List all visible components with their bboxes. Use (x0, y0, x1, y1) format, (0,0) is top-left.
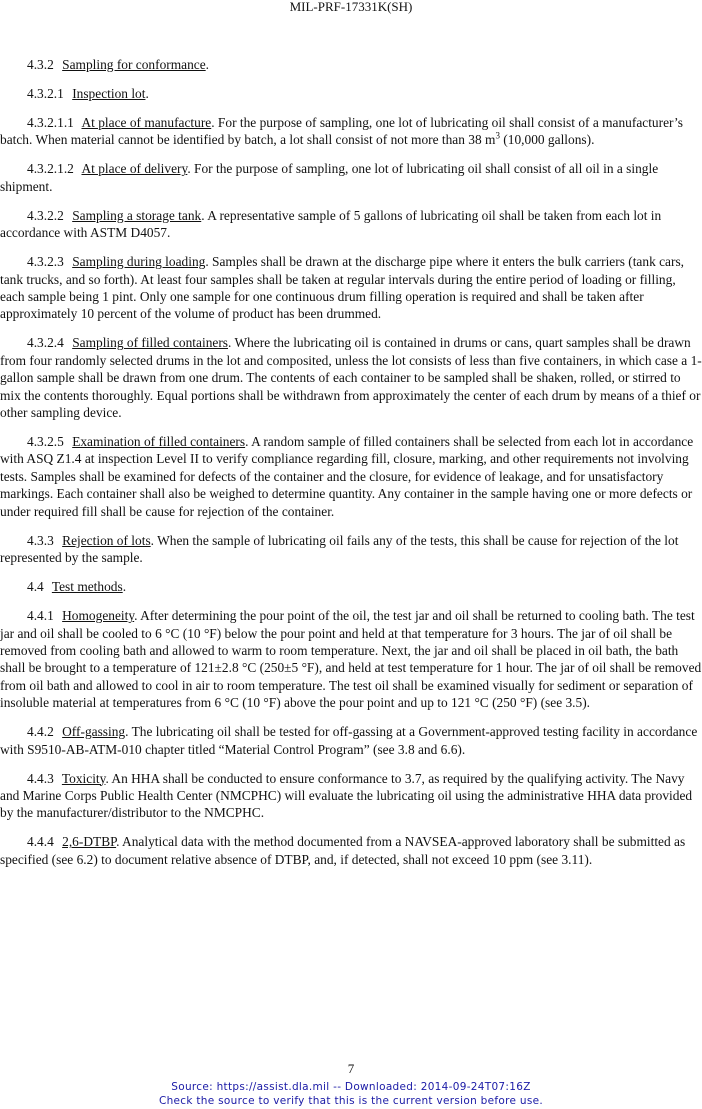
paragraph-text: . (205, 57, 210, 72)
paragraph-4-4-1 (0, 607, 702, 711)
section-number: 4.3.2.2 (27, 207, 64, 223)
paragraph-4-3-2 (0, 56, 702, 73)
paragraph-text: . (122, 579, 127, 595)
paragraph-text: . An HHA shall be conducted to ensure conformance to 3.7, as required by the qualifying activity. The Navy and Marine Corps Public Health Center (NMCPHC) will evaluate the lubricating oil using the administrative HHA data provided by the manufacturer/distributor to the NMCPHC. (0, 770, 693, 821)
paragraph-4-4-4 (0, 833, 702, 868)
paragraph-4-3-2-1-2 (0, 160, 702, 195)
section-title: Sampling during loading (72, 254, 206, 270)
section-number: 4.3.2.1.2 (27, 161, 74, 177)
section-number: 4.3.2.3 (27, 254, 64, 270)
paragraph-4-3-3 (0, 532, 702, 567)
superscript: 3 (495, 130, 500, 141)
section-number: 4.3.2.5 (27, 434, 64, 450)
section-number: 4.3.2 (27, 57, 54, 72)
section-number: 4.3.2.4 (27, 335, 64, 351)
paragraph-text: . The lubricating oil shall be tested for off-gassing at a Government-approved testing facility in accordance with S9510-AB-ATM-010 chapter titled “Material Control Program” (see 3.8 and 6.6). (0, 724, 698, 757)
footer-source-line: Source: https://assist.dla.mil -- Downloaded: 2014-09-24T07:16Z (171, 1081, 531, 1093)
section-number: 4.4.2 (27, 724, 54, 740)
paragraph-4-3-2-1 (0, 85, 702, 102)
section-number: 4.3.2.1 (27, 86, 64, 101)
section-number: 4.4.3 (27, 770, 54, 786)
page-number: 7 (347, 1061, 355, 1076)
footer-verify-line: Check the source to verify that this is the current version before use. (158, 1095, 544, 1107)
document-body (0, 56, 702, 880)
paragraph-4-4-3 (0, 770, 702, 822)
section-number: 4.4 (27, 579, 44, 595)
document-id-header: MIL-PRF-17331K(SH) (289, 0, 413, 14)
section-title: Toxicity (61, 770, 106, 786)
paragraph-4-4 (0, 578, 702, 595)
paragraph-4-3-2-2 (0, 207, 702, 242)
section-title: At place of delivery (81, 161, 188, 177)
section-title: Off-gassing (62, 724, 126, 740)
section-title: 2,6-DTBP (62, 834, 117, 850)
paragraph-text: . Where the lubricating oil is contained in drums or cans, quart samples shall be drawn from four randomly selected drums in the lot and composited, unless the lot consists of less than five containers, in which case a 1-gallon sample shall be drawn from one drum. The contents of each container to be sampled shall be shaken, rolled, or stirred to mix the contents thoroughly. Equal portions shall be withdrawn from approximately the center of each drum by means of a thief or other sampling device. (0, 335, 702, 421)
paragraph-text: . For the purpose of sampling, one lot of lubricating oil shall consist of all oil in a single shipment. (0, 161, 659, 194)
section-title: Examination of filled containers (72, 434, 246, 450)
section-number: 4.4.1 (27, 608, 54, 624)
paragraph-4-3-2-4 (0, 334, 702, 421)
section-title: Inspection lot (72, 86, 146, 101)
section-number: 4.4.4 (27, 834, 54, 850)
section-title: Rejection of lots (62, 532, 151, 548)
paragraph-text: . Samples shall be drawn at the discharge pipe where it enters the bulk carriers (tank cars, tank trucks, and so forth). At least four samples shall be taken at regular intervals during the entire period of loading or filling, each sample being 1 pint. Only one sample for one continuous drum filling operation is required and shall be taken after approximately 10 percent of the volume of product has been drummed. (0, 254, 685, 322)
paragraph-text-continued: (10,000 gallons). (499, 132, 595, 148)
section-title: Sampling of filled containers (72, 335, 229, 351)
section-title: Test methods (51, 579, 123, 595)
paragraph-text: . When the sample of lubricating oil fails any of the tests, this shall be cause for rejection of the lot represented by the sample. (0, 532, 679, 566)
section-title: Sampling a storage tank (72, 207, 202, 223)
section-number: 4.3.2.1.1 (27, 115, 74, 130)
section-title: Homogeneity (62, 608, 135, 624)
paragraph-text: . A random sample of filled containers shall be selected from each lot in accordance with ASQ Z1.4 at inspection Level II to verify compliance regarding fill, closure, marking, and other requirements not involving tests. Samples shall be examined for defects of the container and the closure, for evidence of leakage, and for unsatisfactory markings. Each container shall also be weighed to determine quantity. Any container in the sample having one or more defects or under required fill shall be cause for rejection of the container. (0, 434, 694, 519)
section-number: 4.3.3 (27, 532, 54, 548)
paragraph-text: . Analytical data with the method documented from a NAVSEA-approved laboratory shall be submitted as specified (see 6.2) to document relative absence of DTBP, and, if detected, shall not exceed 10 ppm (see 3.11). (0, 834, 686, 867)
section-title: Sampling for conformance (62, 57, 206, 72)
paragraph-text: . A representative sample of 5 gallons of lubricating oil shall be taken from each lot in accordance with ASTM D4057. (0, 207, 662, 241)
download-footer (0, 1080, 702, 1108)
paragraph-text: . For the purpose of sampling, one lot of lubricating oil shall consist of a manufacturer’s batch. When material cannot be identified by batch, a lot shall consist of not more than 38 m (0, 115, 683, 148)
paragraph-text: . After determining the pour point of the oil, the test jar and oil shall be returned to cooling bath. The test jar and oil shall be cooled to 6 °C (10 °F) below the pour point and held at that temperature for 3 hours. The jar of oil shall be removed from cooling bath and allowed to warm to room temperature. Next, the jar and oil shall be placed in oil bath, the bath shall be brought to a temperature of 121±2.8 °C (250±5 °F), and held at test temperature for 1 hour. The jar of oil shall be removed from oil bath and allowed to cool in air to room temperature. The test oil shall be examined visually for sediment or separation of insoluble material at temperatures from 6 °C (10 °F) above the pour point and up to 121 °C (250 °F) (see 3.5). (0, 608, 702, 711)
paragraph-4-3-2-1-1 (0, 114, 702, 149)
section-title: At place of manufacture (81, 115, 212, 130)
paragraph-4-3-2-3 (0, 253, 702, 323)
paragraph-text: . (145, 86, 149, 101)
paragraph-4-4-2 (0, 723, 702, 758)
paragraph-4-3-2-5 (0, 433, 702, 520)
